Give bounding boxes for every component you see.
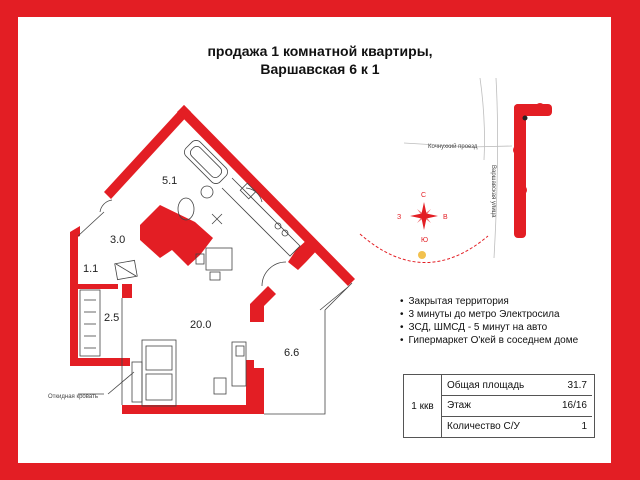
room-area-balcony: 6.6 <box>284 347 300 359</box>
sink <box>201 186 213 198</box>
apartment-type: 1 ккв <box>404 375 442 437</box>
bed-note-label: Откидная кровать <box>48 394 98 400</box>
wall-corridor-stub <box>122 284 132 298</box>
compass-south-label: Ю <box>421 237 429 244</box>
info-row-bathrooms <box>442 416 592 436</box>
info-label: Общая площадь <box>447 379 525 391</box>
door-arc-3 <box>100 200 112 212</box>
room-area-hall: 3.0 <box>110 234 126 246</box>
compass-east-label: В <box>443 214 448 221</box>
feature-item: • ЗСД, ШМСД - 5 минут на авто <box>400 321 620 334</box>
wall-lower-right-block <box>246 368 264 414</box>
wall-balcony-pillar <box>250 286 276 322</box>
room-area-bathroom: 5.1 <box>162 175 178 187</box>
door-arc-2 <box>262 262 286 286</box>
room-area-wardrobe: 2.5 <box>104 312 120 324</box>
wall-upper-left <box>104 105 191 199</box>
room-area-living: 20.0 <box>190 319 212 331</box>
info-value: 1 <box>581 421 587 432</box>
wall-bathroom-block <box>140 205 213 266</box>
info-value: 31.7 <box>567 379 587 391</box>
floor-plan <box>70 105 355 414</box>
wall-lower-right-notch <box>246 360 254 370</box>
wall-hall-divider <box>78 284 118 289</box>
info-label: Этаж <box>447 400 471 411</box>
balcony-outline <box>264 283 352 414</box>
room-area-entrance: 1.1 <box>83 263 99 275</box>
title-line-1: продажа 1 комнатной квартиры, <box>207 43 433 59</box>
building-footprint <box>513 103 552 238</box>
info-value: 16/16 <box>561 400 587 411</box>
apartment-info-table <box>403 374 595 438</box>
features-list <box>400 295 620 347</box>
feature-item: • Закрытая территория <box>400 295 620 308</box>
wall-left-bottom <box>70 358 130 366</box>
sofa <box>142 340 176 406</box>
compass-north-label: С <box>421 192 427 199</box>
info-label: Количество С/У <box>447 421 520 432</box>
building-marker-icon <box>523 116 528 121</box>
street-label-2: Варшавская улица <box>490 165 496 218</box>
title-line-2: Варшавская 6 к 1 <box>260 61 380 77</box>
location-map <box>360 78 552 263</box>
sun-icon <box>418 251 426 259</box>
compass-west-label: З <box>397 214 402 221</box>
toilet <box>178 198 194 220</box>
dining-table <box>206 248 232 270</box>
info-row-area <box>442 375 592 395</box>
desk-chair <box>214 378 226 394</box>
compass-rose-icon <box>410 202 438 230</box>
info-row-floor <box>442 395 592 415</box>
bed-leader-line <box>108 372 134 394</box>
feature-item: • Гипермаркет О'кей в соседнем доме <box>400 334 620 347</box>
feature-item: • 3 минуты до метро Электросила <box>400 308 620 321</box>
wall-left-cap <box>70 226 80 240</box>
street-label-1: Кочнухкий проезд <box>428 144 478 150</box>
wall-left-outer <box>70 232 78 366</box>
